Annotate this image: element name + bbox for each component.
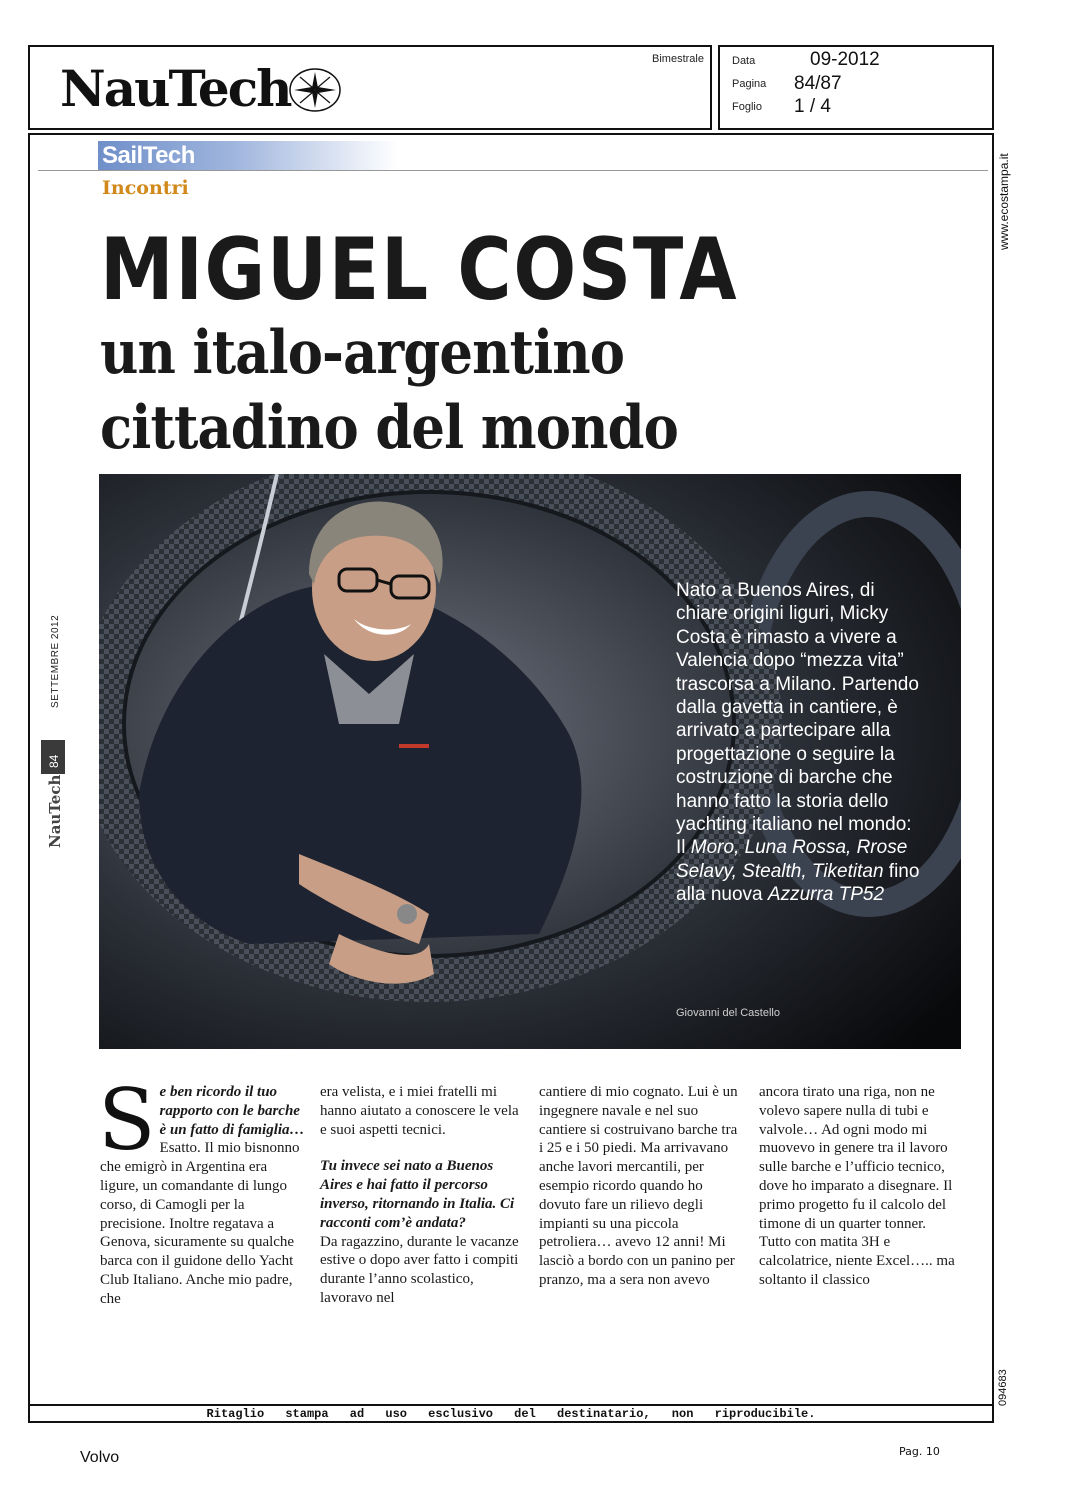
publication-meta [718, 45, 994, 130]
photo-caption [676, 579, 926, 907]
meta-label-date: Data [732, 55, 756, 67]
section-banner [98, 141, 398, 171]
question-1: e ben ricordo il tuo rapporto con le barche è un fatto di famiglia… [159, 1084, 305, 1138]
meta-value-sheet: 1 / 4 [794, 96, 831, 117]
answer-1-part-1: Esatto. Il mio bisnonno che emigrò in Argentina era ligure, un comandante di lungo corso, di Camogli per la precisione. Inoltre regatava a Genova, sicuramente su qualche barca con il guidone dello Yacht Club Italiano. Anche mio padre, che [100, 1140, 300, 1307]
publication-header [28, 45, 712, 130]
answer-2-part-1: Da ragazzino, durante le vacanze estive o dopo aver fatto i compiti durante l’anno scolastico, lavoravo nel [320, 1233, 519, 1306]
side-brand: NauTech [46, 774, 64, 848]
photo-credit: Giovanni del Castello [676, 1007, 780, 1019]
caption-last-boat: Azzurra TP52 [767, 884, 885, 906]
question-2: Tu invece sei nato a Buenos Aires e hai fatto il percorso inverso, ritornando in Italia. Ci racconti com’è andata? [320, 1158, 515, 1231]
section-rule [38, 170, 988, 171]
clip-notice: Ritaglio stampa ad uso esclusivo del destinatario, non riproducibile. [206, 1407, 816, 1421]
caption-boats: Moro, Luna Rossa, Rrose Selavy, Stealth, Tiketitan [676, 837, 908, 882]
article-title: MIGUEL COSTA [100, 220, 739, 320]
article-column-1 [98, 1071, 306, 1309]
footer-client: Volvo [80, 1449, 120, 1466]
article-column-3 [539, 1083, 745, 1290]
publication-logo: NauTech [60, 59, 291, 118]
section-category: Incontri [102, 177, 189, 199]
drop-cap: S [98, 1071, 156, 1169]
meta-label-page: Pagina [732, 78, 767, 90]
article-column-2 [320, 1083, 526, 1308]
side-code: 094683 [997, 1369, 1009, 1406]
answer-1-part-2: era velista, e i miei fratelli mi hanno aiutato a conoscere le vela e suoi aspetti tecnici. [320, 1084, 519, 1138]
side-page-number: 84 [47, 754, 61, 768]
article-photo [99, 474, 961, 1049]
article-subtitle-line1: un italo-argentino [100, 318, 625, 388]
compass-rose-icon [288, 67, 342, 113]
meta-label-sheet: Foglio [732, 101, 762, 113]
side-url: www.ecostampa.it [997, 153, 1011, 250]
periodicity-label: Bimestrale [652, 53, 704, 65]
caption-middle: fino alla nuova [676, 860, 920, 906]
article-column-4 [759, 1083, 965, 1290]
meta-value-page: 84/87 [794, 73, 842, 94]
answer-2-part-2: cantiere di mio cognato. Lui è un ingegnere navale e nel suo cantiere si costruivano barche tra i 25 e i 50 piedi. Ma arrivavano anche lavori mercantili, per esempio ricordo quando ho dovuto fare un rilievo degli impianti su una piccola petroliera… avevo 12 anni! Mi lasciò a bordo con un panino per pranzo, ma a sera non avevo [539, 1084, 738, 1288]
answer-2-part-3: ancora tirato una riga, non ne volevo sapere nulla di tubi e valvole… Ad ogni modo mi muovevo in genere tra il lavoro sulle barche e l’ufficio tecnico, dove ho imparato a disegnare. Il primo progetto fu il calcolo del timone di un quarter tonner. [759, 1084, 953, 1232]
caption-intro: Nato a Buenos Aires, di chiare origini liguri, Micky Costa è rimasto a vivere a Valencia dopo “mezza vita” trascorsa a Milano. Partendo dalla gavetta in cantiere, è arrivato a partecipare alla progettazione o seguire la costruzione di barche che hanno fatto la storia dello yachting italiano nel mondo: Il [676, 580, 919, 859]
article-subtitle-line2: cittadino del mondo [100, 393, 679, 463]
footer-page: Pag. 10 [899, 1445, 940, 1458]
section-name: SailTech [102, 142, 195, 169]
answer-2-part-4: Tutto con matita 3H e calcolatrice, niente Excel….. ma soltanto il classico [759, 1234, 955, 1288]
side-issue-date: SETTEMBRE 2012 [50, 614, 61, 708]
meta-value-date: 09-2012 [810, 49, 880, 70]
